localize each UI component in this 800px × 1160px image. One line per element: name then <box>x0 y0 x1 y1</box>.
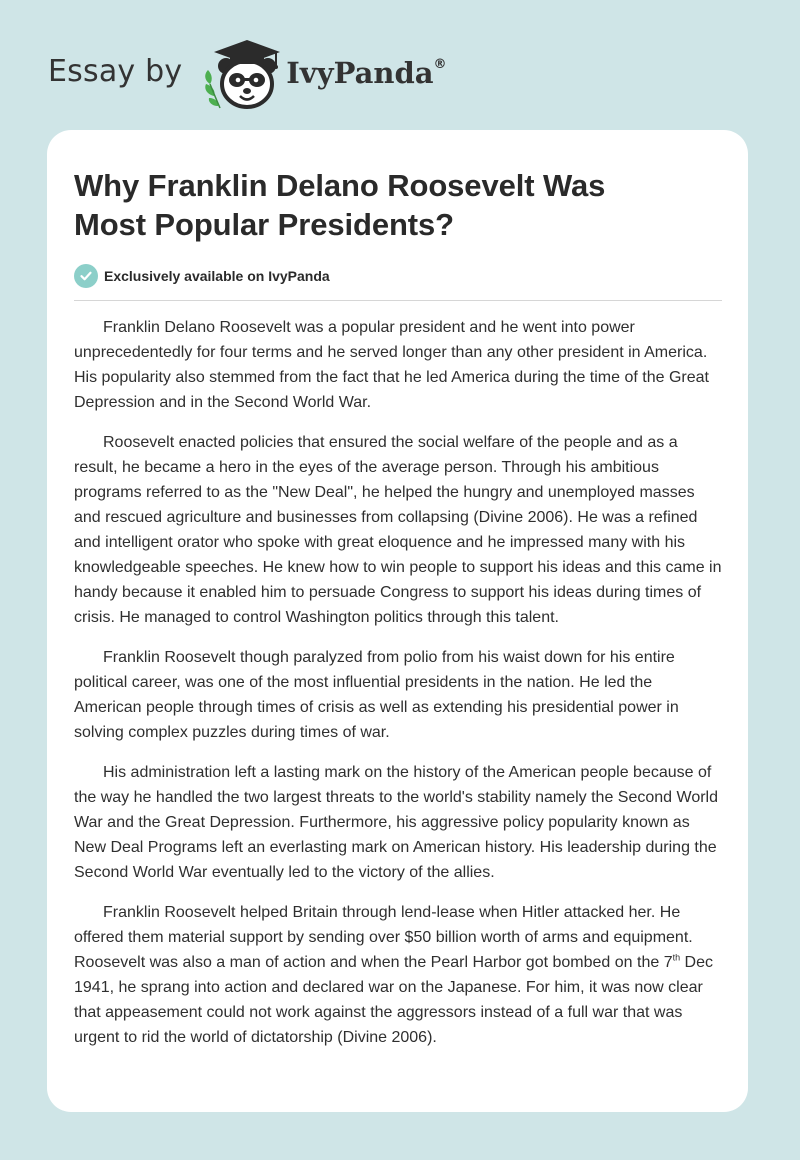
brand-prefix: Essay by <box>48 53 183 89</box>
paragraph: Roosevelt enacted policies that ensured the social welfare of the people and as a result, he became a hero in the eyes of the average person. Through his ambitious programs referred to as the "New Deal", he helped the hungry and unemployed masses and rescued agriculture and businesses from collapsing (Divine 2006). He was a refined and intelligent orator who spoke with great eloquence and he impressed many with his knowledgeable speeches. He knew how to win people to support his ideas and this came in handy because it enabled him to persuade Congress to support his ideas during times of crisis. He managed to control Washington politics through this talent. <box>74 434 722 626</box>
title-line-1: Why Franklin Delano Roosevelt Was <box>74 168 606 203</box>
brand-name-text: IvyPanda <box>286 56 434 90</box>
essay-card <box>47 130 748 1112</box>
paragraph: Franklin Delano Roosevelt was a popular president and he went into power unprecedentedly for four terms and he served longer than any other president in America. His popularity also stemmed from the fact that he led America during the time of the Great Depression and in the Second World War. <box>74 319 709 411</box>
paragraph: His administration left a lasting mark on the history of the American people because of the way he handled the two largest threats to the world's stability namely the Second World War and the Great Depression. Furthermore, his aggressive policy popularity known as New Deal Programs left an everlasting mark on American history. His leadership during the Second World War eventually led to the victory of the allies. <box>74 764 718 881</box>
page-title <box>74 166 722 244</box>
paragraph <box>74 900 722 1050</box>
brand-header[interactable] <box>48 34 447 114</box>
exclusive-badge <box>74 262 722 290</box>
panda-graduate-icon <box>196 34 290 114</box>
ordinal-superscript: th <box>672 952 681 963</box>
paragraph-text-end: Dec 1941, he sprang into action and declared war on the Japanese. For him, it was now clear that appeasement could not work against the aggressors instead of a full war that was urgent to rid the world of dictatorship (Divine 2006). <box>74 954 714 1046</box>
divider <box>74 300 722 301</box>
title-line-2: Most Popular Presidents? <box>74 207 454 242</box>
badge-label: Exclusively available on IvyPanda <box>104 268 330 284</box>
paragraph-text-start: Franklin Roosevelt helped Britain through lend-lease when Hitler attacked her. He offered them material support by sending over $50 billion worth of arms and equipment. Roosevelt was also a man of action and when the Pearl Harbor got bombed on the 7 <box>74 904 693 971</box>
brand-name <box>286 56 446 90</box>
check-circle-icon <box>74 264 98 288</box>
registered-mark: ® <box>433 57 447 73</box>
paragraph: Franklin Roosevelt though paralyzed from polio from his waist down for his entire political career, was one of the most influential presidents in the nation. He led the American people through times of crisis as well as extending his presidential power in solving complex puzzles during times of war. <box>74 649 679 741</box>
